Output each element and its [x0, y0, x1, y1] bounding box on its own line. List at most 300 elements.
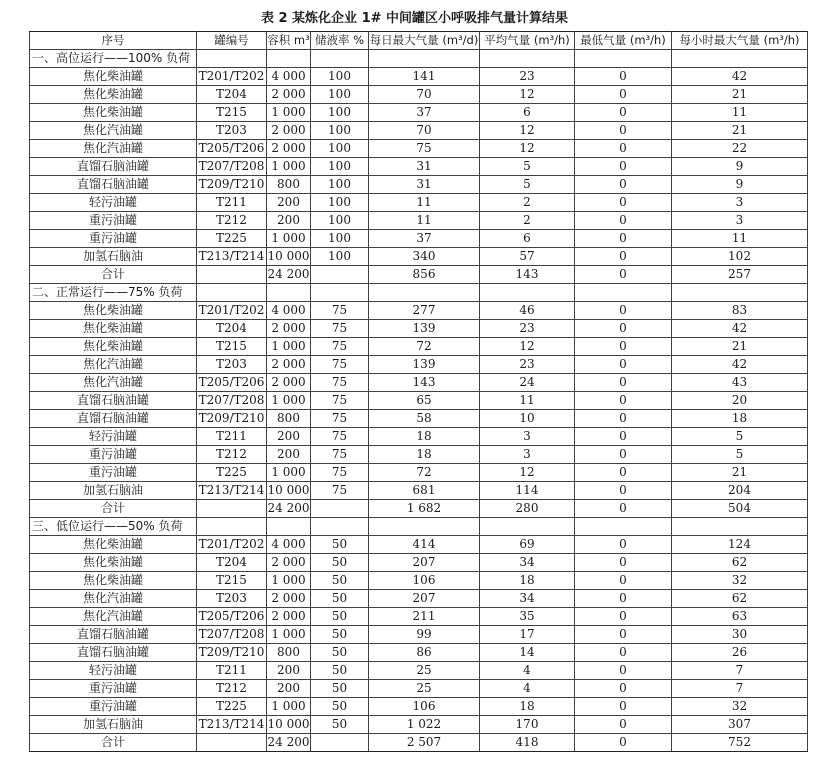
cell-hourly-max: 7: [672, 662, 808, 680]
cell-daily-max: 414: [369, 536, 480, 554]
cell-daily-max: 72: [369, 464, 480, 482]
total-tank-id: [197, 500, 267, 518]
header-daily-max: 每日最大气量 (m³/d): [369, 32, 480, 50]
cell-fill-rate: 50: [311, 644, 369, 662]
table-row: [30, 644, 808, 662]
empty-cell: [672, 50, 808, 68]
total-fill-rate: [311, 500, 369, 518]
cell-row-name: 重污油罐: [30, 446, 197, 464]
cell-hourly-max: 32: [672, 572, 808, 590]
cell-row-name: 重污油罐: [30, 212, 197, 230]
cell-row-name: 直馏石脑油罐: [30, 176, 197, 194]
total-row: [30, 734, 808, 752]
cell-avg-flow: 4: [480, 680, 575, 698]
cell-fill-rate: 75: [311, 482, 369, 500]
cell-daily-max: 1 022: [369, 716, 480, 734]
total-fill-rate: [311, 266, 369, 284]
total-avg-flow: 280: [480, 500, 575, 518]
cell-daily-max: 58: [369, 410, 480, 428]
cell-hourly-max: 32: [672, 698, 808, 716]
cell-hourly-max: 3: [672, 194, 808, 212]
cell-volume: 200: [267, 662, 311, 680]
cell-tank-id: T212: [197, 212, 267, 230]
cell-tank-id: T203: [197, 590, 267, 608]
total-avg-flow: 143: [480, 266, 575, 284]
cell-daily-max: 18: [369, 446, 480, 464]
cell-fill-rate: 100: [311, 104, 369, 122]
table-row: [30, 554, 808, 572]
cell-min-flow: 0: [575, 644, 672, 662]
table-row: [30, 590, 808, 608]
cell-avg-flow: 69: [480, 536, 575, 554]
cell-hourly-max: 124: [672, 536, 808, 554]
cell-daily-max: 86: [369, 644, 480, 662]
table-row: [30, 716, 808, 734]
section-title: 三、低位运行——50% 负荷: [30, 518, 197, 536]
cell-hourly-max: 9: [672, 176, 808, 194]
cell-tank-id: T211: [197, 428, 267, 446]
cell-fill-rate: 75: [311, 392, 369, 410]
cell-volume: 2 000: [267, 356, 311, 374]
table-row: [30, 392, 808, 410]
cell-avg-flow: 3: [480, 446, 575, 464]
cell-fill-rate: 100: [311, 68, 369, 86]
cell-volume: 2 000: [267, 320, 311, 338]
table-row: [30, 212, 808, 230]
empty-cell: [267, 284, 311, 302]
empty-cell: [369, 50, 480, 68]
cell-row-name: 焦化柴油罐: [30, 320, 197, 338]
table-row: [30, 356, 808, 374]
cell-tank-id: T225: [197, 230, 267, 248]
cell-avg-flow: 18: [480, 572, 575, 590]
table-row: [30, 104, 808, 122]
table-row: [30, 140, 808, 158]
cell-avg-flow: 3: [480, 428, 575, 446]
cell-tank-id: T203: [197, 122, 267, 140]
cell-fill-rate: 75: [311, 338, 369, 356]
cell-min-flow: 0: [575, 140, 672, 158]
cell-volume: 800: [267, 644, 311, 662]
cell-daily-max: 143: [369, 374, 480, 392]
cell-daily-max: 207: [369, 554, 480, 572]
cell-fill-rate: 75: [311, 320, 369, 338]
total-min-flow: 0: [575, 734, 672, 752]
cell-fill-rate: 50: [311, 554, 369, 572]
cell-row-name: 重污油罐: [30, 698, 197, 716]
cell-volume: 800: [267, 176, 311, 194]
cell-row-name: 加氢石脑油: [30, 482, 197, 500]
cell-hourly-max: 62: [672, 590, 808, 608]
cell-row-name: 重污油罐: [30, 464, 197, 482]
cell-fill-rate: 50: [311, 698, 369, 716]
cell-fill-rate: 75: [311, 410, 369, 428]
cell-row-name: 直馏石脑油罐: [30, 410, 197, 428]
cell-tank-id: T205/T206: [197, 140, 267, 158]
total-daily-max: 856: [369, 266, 480, 284]
cell-tank-id: T213/T214: [197, 716, 267, 734]
cell-volume: 200: [267, 212, 311, 230]
cell-hourly-max: 43: [672, 374, 808, 392]
table-row: [30, 608, 808, 626]
cell-hourly-max: 63: [672, 608, 808, 626]
section-header-row: [30, 284, 808, 302]
cell-avg-flow: 14: [480, 644, 575, 662]
empty-cell: [369, 518, 480, 536]
cell-fill-rate: 100: [311, 158, 369, 176]
empty-cell: [575, 518, 672, 536]
empty-cell: [369, 284, 480, 302]
cell-volume: 2 000: [267, 86, 311, 104]
table-header-row: [30, 32, 808, 50]
cell-volume: 1 000: [267, 698, 311, 716]
cell-min-flow: 0: [575, 698, 672, 716]
cell-row-name: 焦化柴油罐: [30, 572, 197, 590]
cell-min-flow: 0: [575, 302, 672, 320]
cell-fill-rate: 75: [311, 446, 369, 464]
cell-min-flow: 0: [575, 158, 672, 176]
cell-min-flow: 0: [575, 482, 672, 500]
table-row: [30, 482, 808, 500]
empty-cell: [672, 518, 808, 536]
cell-hourly-max: 42: [672, 68, 808, 86]
total-hourly-max: 504: [672, 500, 808, 518]
cell-min-flow: 0: [575, 176, 672, 194]
cell-daily-max: 31: [369, 176, 480, 194]
empty-cell: [197, 518, 267, 536]
cell-min-flow: 0: [575, 716, 672, 734]
cell-daily-max: 681: [369, 482, 480, 500]
cell-daily-max: 139: [369, 356, 480, 374]
cell-min-flow: 0: [575, 122, 672, 140]
cell-min-flow: 0: [575, 194, 672, 212]
cell-hourly-max: 7: [672, 680, 808, 698]
cell-hourly-max: 21: [672, 86, 808, 104]
total-tank-id: [197, 734, 267, 752]
cell-hourly-max: 11: [672, 104, 808, 122]
cell-fill-rate: 50: [311, 662, 369, 680]
cell-fill-rate: 100: [311, 122, 369, 140]
total-daily-max: 2 507: [369, 734, 480, 752]
cell-volume: 2 000: [267, 590, 311, 608]
total-hourly-max: 752: [672, 734, 808, 752]
cell-avg-flow: 5: [480, 176, 575, 194]
cell-hourly-max: 307: [672, 716, 808, 734]
table-row: [30, 698, 808, 716]
cell-fill-rate: 75: [311, 302, 369, 320]
cell-volume: 4 000: [267, 536, 311, 554]
cell-hourly-max: 9: [672, 158, 808, 176]
cell-row-name: 焦化柴油罐: [30, 302, 197, 320]
cell-avg-flow: 12: [480, 338, 575, 356]
cell-row-name: 加氢石脑油: [30, 248, 197, 266]
cell-volume: 2 000: [267, 122, 311, 140]
cell-row-name: 直馏石脑油罐: [30, 626, 197, 644]
cell-tank-id: T201/T202: [197, 68, 267, 86]
cell-min-flow: 0: [575, 356, 672, 374]
cell-min-flow: 0: [575, 446, 672, 464]
cell-avg-flow: 35: [480, 608, 575, 626]
table-row: [30, 230, 808, 248]
cell-volume: 200: [267, 194, 311, 212]
section-header-row: [30, 50, 808, 68]
header-avg: 平均气量 (m³/h): [480, 32, 575, 50]
cell-fill-rate: 50: [311, 608, 369, 626]
cell-min-flow: 0: [575, 554, 672, 572]
cell-tank-id: T207/T208: [197, 626, 267, 644]
table-row: [30, 176, 808, 194]
cell-min-flow: 0: [575, 392, 672, 410]
cell-min-flow: 0: [575, 212, 672, 230]
empty-cell: [480, 50, 575, 68]
empty-cell: [311, 50, 369, 68]
cell-volume: 4 000: [267, 302, 311, 320]
cell-daily-max: 11: [369, 212, 480, 230]
cell-row-name: 焦化柴油罐: [30, 554, 197, 572]
cell-fill-rate: 50: [311, 716, 369, 734]
cell-volume: 10 000: [267, 716, 311, 734]
cell-avg-flow: 10: [480, 410, 575, 428]
total-row-name: 合计: [30, 500, 197, 518]
cell-min-flow: 0: [575, 590, 672, 608]
cell-hourly-max: 102: [672, 248, 808, 266]
cell-row-name: 焦化汽油罐: [30, 590, 197, 608]
cell-daily-max: 37: [369, 104, 480, 122]
cell-min-flow: 0: [575, 230, 672, 248]
cell-row-name: 焦化汽油罐: [30, 608, 197, 626]
cell-volume: 200: [267, 680, 311, 698]
cell-avg-flow: 18: [480, 698, 575, 716]
cell-volume: 1 000: [267, 392, 311, 410]
cell-min-flow: 0: [575, 248, 672, 266]
header-hourly-max: 每小时最大气量 (m³/h): [672, 32, 808, 50]
empty-cell: [311, 518, 369, 536]
cell-row-name: 直馏石脑油罐: [30, 392, 197, 410]
table-row: [30, 68, 808, 86]
cell-fill-rate: 50: [311, 536, 369, 554]
cell-volume: 2 000: [267, 140, 311, 158]
cell-avg-flow: 12: [480, 140, 575, 158]
cell-avg-flow: 12: [480, 86, 575, 104]
cell-hourly-max: 18: [672, 410, 808, 428]
cell-row-name: 焦化汽油罐: [30, 374, 197, 392]
cell-tank-id: T225: [197, 464, 267, 482]
total-min-flow: 0: [575, 500, 672, 518]
header-index: 序号: [30, 32, 197, 50]
cell-avg-flow: 114: [480, 482, 575, 500]
cell-row-name: 轻污油罐: [30, 428, 197, 446]
cell-volume: 1 000: [267, 464, 311, 482]
cell-daily-max: 11: [369, 194, 480, 212]
cell-fill-rate: 50: [311, 572, 369, 590]
cell-hourly-max: 3: [672, 212, 808, 230]
cell-tank-id: T201/T202: [197, 536, 267, 554]
cell-min-flow: 0: [575, 428, 672, 446]
cell-volume: 2 000: [267, 608, 311, 626]
cell-avg-flow: 23: [480, 320, 575, 338]
cell-avg-flow: 11: [480, 392, 575, 410]
table-row: [30, 464, 808, 482]
table-row: [30, 662, 808, 680]
cell-avg-flow: 6: [480, 230, 575, 248]
cell-row-name: 焦化汽油罐: [30, 140, 197, 158]
cell-row-name: 轻污油罐: [30, 662, 197, 680]
cell-min-flow: 0: [575, 536, 672, 554]
empty-cell: [311, 284, 369, 302]
cell-daily-max: 25: [369, 662, 480, 680]
table-row: [30, 302, 808, 320]
cell-daily-max: 31: [369, 158, 480, 176]
cell-hourly-max: 11: [672, 230, 808, 248]
cell-avg-flow: 34: [480, 590, 575, 608]
cell-hourly-max: 204: [672, 482, 808, 500]
cell-tank-id: T204: [197, 320, 267, 338]
section-header-row: [30, 518, 808, 536]
cell-daily-max: 37: [369, 230, 480, 248]
total-avg-flow: 418: [480, 734, 575, 752]
cell-tank-id: T215: [197, 104, 267, 122]
emission-table: [29, 31, 808, 752]
cell-fill-rate: 75: [311, 428, 369, 446]
total-row-name: 合计: [30, 734, 197, 752]
cell-daily-max: 277: [369, 302, 480, 320]
cell-tank-id: T205/T206: [197, 608, 267, 626]
cell-avg-flow: 4: [480, 662, 575, 680]
cell-avg-flow: 12: [480, 122, 575, 140]
cell-fill-rate: 100: [311, 248, 369, 266]
cell-hourly-max: 26: [672, 644, 808, 662]
cell-row-name: 焦化柴油罐: [30, 536, 197, 554]
cell-avg-flow: 2: [480, 212, 575, 230]
cell-row-name: 焦化柴油罐: [30, 338, 197, 356]
cell-volume: 800: [267, 410, 311, 428]
cell-fill-rate: 100: [311, 86, 369, 104]
cell-min-flow: 0: [575, 320, 672, 338]
cell-row-name: 直馏石脑油罐: [30, 158, 197, 176]
empty-cell: [575, 50, 672, 68]
total-volume: 24 200: [267, 734, 311, 752]
cell-volume: 4 000: [267, 68, 311, 86]
cell-tank-id: T209/T210: [197, 410, 267, 428]
cell-tank-id: T207/T208: [197, 392, 267, 410]
cell-row-name: 轻污油罐: [30, 194, 197, 212]
cell-daily-max: 106: [369, 698, 480, 716]
cell-tank-id: T211: [197, 662, 267, 680]
cell-tank-id: T201/T202: [197, 302, 267, 320]
table-row: [30, 374, 808, 392]
cell-avg-flow: 23: [480, 356, 575, 374]
cell-daily-max: 25: [369, 680, 480, 698]
cell-volume: 1 000: [267, 230, 311, 248]
cell-daily-max: 340: [369, 248, 480, 266]
cell-min-flow: 0: [575, 104, 672, 122]
cell-daily-max: 106: [369, 572, 480, 590]
header-fill-rate: 储液率 %: [311, 32, 369, 50]
cell-fill-rate: 75: [311, 356, 369, 374]
cell-min-flow: 0: [575, 680, 672, 698]
cell-tank-id: T209/T210: [197, 176, 267, 194]
cell-daily-max: 211: [369, 608, 480, 626]
total-row: [30, 266, 808, 284]
total-row: [30, 500, 808, 518]
cell-hourly-max: 21: [672, 464, 808, 482]
total-min-flow: 0: [575, 266, 672, 284]
cell-row-name: 焦化柴油罐: [30, 68, 197, 86]
cell-min-flow: 0: [575, 662, 672, 680]
empty-cell: [480, 284, 575, 302]
cell-avg-flow: 2: [480, 194, 575, 212]
cell-fill-rate: 100: [311, 230, 369, 248]
header-volume: 容积 m³: [267, 32, 311, 50]
cell-tank-id: T215: [197, 572, 267, 590]
cell-hourly-max: 42: [672, 320, 808, 338]
table-row: [30, 122, 808, 140]
empty-cell: [267, 518, 311, 536]
cell-volume: 10 000: [267, 248, 311, 266]
cell-daily-max: 75: [369, 140, 480, 158]
cell-volume: 2 000: [267, 374, 311, 392]
table-row: [30, 428, 808, 446]
cell-min-flow: 0: [575, 86, 672, 104]
cell-min-flow: 0: [575, 374, 672, 392]
cell-volume: 1 000: [267, 104, 311, 122]
cell-hourly-max: 30: [672, 626, 808, 644]
cell-fill-rate: 75: [311, 374, 369, 392]
cell-hourly-max: 42: [672, 356, 808, 374]
cell-tank-id: T207/T208: [197, 158, 267, 176]
table-row: [30, 158, 808, 176]
cell-hourly-max: 5: [672, 428, 808, 446]
cell-volume: 200: [267, 428, 311, 446]
cell-avg-flow: 24: [480, 374, 575, 392]
cell-avg-flow: 23: [480, 68, 575, 86]
cell-volume: 10 000: [267, 482, 311, 500]
cell-daily-max: 139: [369, 320, 480, 338]
cell-hourly-max: 5: [672, 446, 808, 464]
cell-hourly-max: 62: [672, 554, 808, 572]
cell-tank-id: T204: [197, 554, 267, 572]
total-tank-id: [197, 266, 267, 284]
cell-row-name: 焦化汽油罐: [30, 122, 197, 140]
cell-avg-flow: 12: [480, 464, 575, 482]
cell-tank-id: T225: [197, 698, 267, 716]
cell-daily-max: 72: [369, 338, 480, 356]
cell-fill-rate: 100: [311, 140, 369, 158]
table-row: [30, 680, 808, 698]
cell-avg-flow: 5: [480, 158, 575, 176]
table-caption: 表 2 某炼化企业 1# 中间罐区小呼吸排气量计算结果: [260, 11, 569, 26]
cell-row-name: 重污油罐: [30, 680, 197, 698]
cell-volume: 2 000: [267, 554, 311, 572]
cell-min-flow: 0: [575, 410, 672, 428]
cell-tank-id: T209/T210: [197, 644, 267, 662]
cell-tank-id: T205/T206: [197, 374, 267, 392]
header-tank-id: 罐编号: [197, 32, 267, 50]
cell-tank-id: T204: [197, 86, 267, 104]
total-volume: 24 200: [267, 500, 311, 518]
cell-tank-id: T213/T214: [197, 482, 267, 500]
empty-cell: [480, 518, 575, 536]
table-row: [30, 626, 808, 644]
cell-daily-max: 70: [369, 122, 480, 140]
cell-daily-max: 99: [369, 626, 480, 644]
cell-avg-flow: 34: [480, 554, 575, 572]
cell-tank-id: T203: [197, 356, 267, 374]
table-row: [30, 320, 808, 338]
total-fill-rate: [311, 734, 369, 752]
cell-tank-id: T215: [197, 338, 267, 356]
cell-volume: 1 000: [267, 338, 311, 356]
